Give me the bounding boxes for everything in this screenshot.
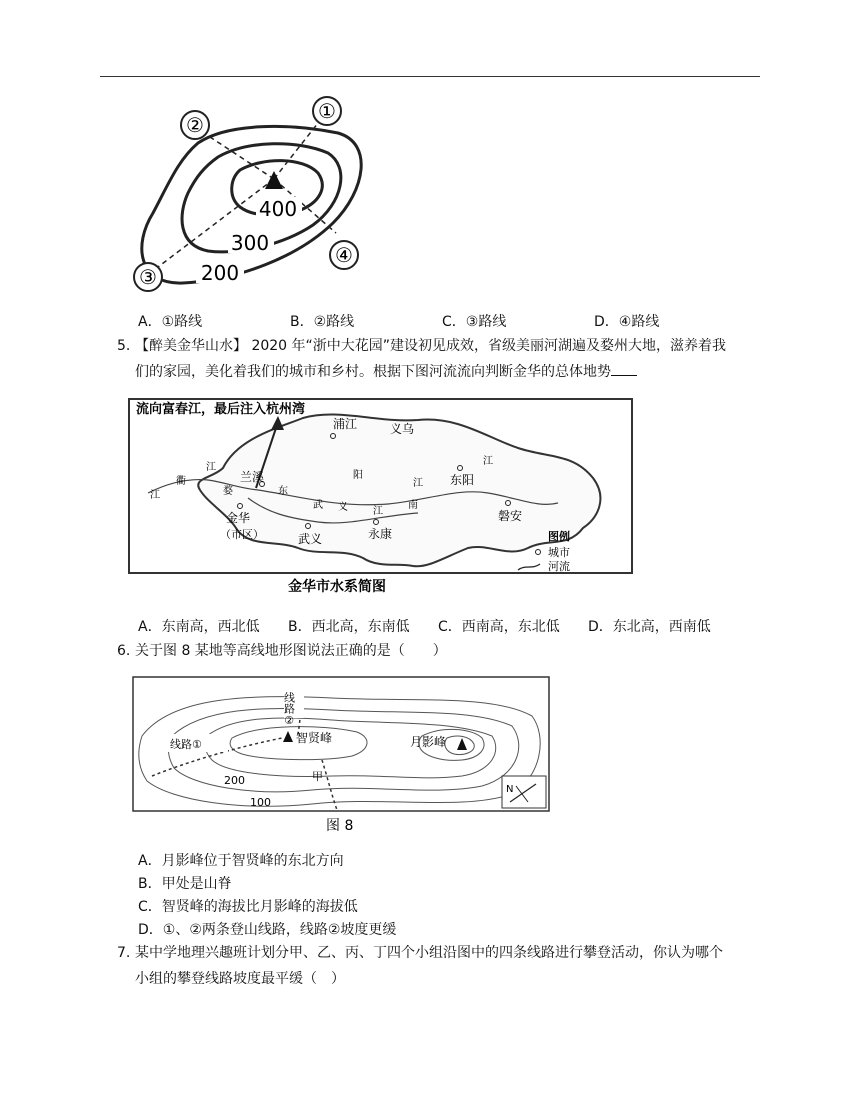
city-yongkang: 永康 [368,527,393,541]
point-jia: 甲 [312,770,323,783]
question-7 [117,940,767,992]
river-yang: 阳 [353,470,363,481]
route-4-label: ④ [335,243,353,267]
contour-300-label: 300 [230,231,270,255]
route-3-label: ③ [139,265,157,289]
route-1-text: 线路① [170,738,202,751]
q6-text: 关于图 8 某地等高线地形图说法正确的是（ ） [135,643,447,659]
river-yi: 义 [338,502,348,513]
q6-option-a[interactable]: A．月影峰位于智贤峰的东北方向 [138,853,344,869]
q4-option-b[interactable]: B．②路线 [290,314,355,330]
contour-routes-figure [128,95,378,295]
q4-option-d[interactable]: D．④路线 [594,314,660,330]
q4-option-a[interactable]: A．①路线 [138,314,203,330]
city-panan: 磐安 [498,509,523,523]
city-pujiang: 浦江 [333,417,358,431]
q4-option-c[interactable]: C．③路线 [442,314,507,330]
contour-400-label: 400 [258,197,298,221]
q4-options [138,311,659,331]
contour-100: 100 [250,796,271,809]
river-wu2: 武 [313,500,323,511]
q5-option-c[interactable]: C．西南高，东北低 [438,619,560,635]
map-caption: 金华市水系简图 [288,579,386,595]
river-jiang-a: 江 [206,462,216,473]
route-2-text: 线路② [282,692,296,727]
river-jiang-e: 江 [373,506,383,517]
peak-triangle-icon [265,171,283,189]
q5-text-line2: 们的家园，美化着我们的城市和乡村。根据下图河流流向判断金华的总体地势 [135,364,611,380]
q7-number: 7. [117,945,131,961]
contour-200-label: 200 [200,261,240,285]
q5-text-line1: 【醉美金华山水】 2020 年“浙中大花园”建设初见成效，省级美丽河湖遍及婺州大地，滋养着我 [135,338,727,354]
city-yiwu: 义乌 [390,422,415,436]
river-wu: 婺 [223,486,233,497]
river-jiang-c: 江 [413,478,423,489]
q6-option-c[interactable]: C．智贤峰的海拔比月影峰的海拔低 [138,899,358,915]
q5-option-a[interactable]: A．东南高，西北低 [138,619,260,635]
question-6 [117,638,767,664]
river-nan: 南 [408,500,418,511]
map-top-label: 流向富春江，最后注入杭州湾 [136,402,306,417]
q5-number: 5. [117,338,131,354]
question-5 [117,333,767,385]
q7-text-line1: 某中学地理兴趣班计划分甲、乙、丙、丁四个小组沿图中的四条线路进行攀登活动，你认为哪个 [135,945,723,961]
q5-option-d[interactable]: D．东北高，西南低 [588,619,711,635]
city-lanxi: 兰溪 [240,470,265,484]
jinhua-water-map [128,398,633,596]
river-dong: 东 [278,486,288,497]
city-jinhua: 金华 [226,511,251,525]
header-rule [100,76,760,77]
figure-8-caption: 图 8 [326,818,354,834]
q6-option-d[interactable]: D．①、②两条登山线路，线路②坡度更缓 [138,922,397,938]
city-jinhua-district: （市区） [220,528,264,541]
city-dongyang: 东阳 [450,473,475,487]
route-1-label: ① [318,99,336,123]
q5-options [138,616,711,636]
legend-title: 图例 [548,530,570,543]
q5-answer-blank[interactable] [611,361,637,376]
north-arrow-label: N [506,784,514,795]
q7-text-line2: 小组的攀登线路坡度最平缓（ ） [135,971,345,987]
figure-8-contour-map [132,676,552,836]
peak-zhixian: 智贤峰 [296,731,333,745]
legend-city: 城市 [548,546,570,559]
legend-river: 河流 [548,560,570,573]
q6-number: 6. [117,643,131,659]
river-qu: 衢 [176,476,186,487]
river-jiang-b: 江 [150,490,160,501]
river-jiang-d: 江 [483,456,493,467]
q5-option-b[interactable]: B．西北高，东南低 [288,619,410,635]
route-2-label: ② [186,113,204,137]
peak-yueying: 月影峰 [410,735,447,749]
q6-option-b[interactable]: B．甲处是山脊 [138,876,232,892]
city-wuyi: 武义 [298,532,323,546]
contour-200: 200 [224,774,245,787]
